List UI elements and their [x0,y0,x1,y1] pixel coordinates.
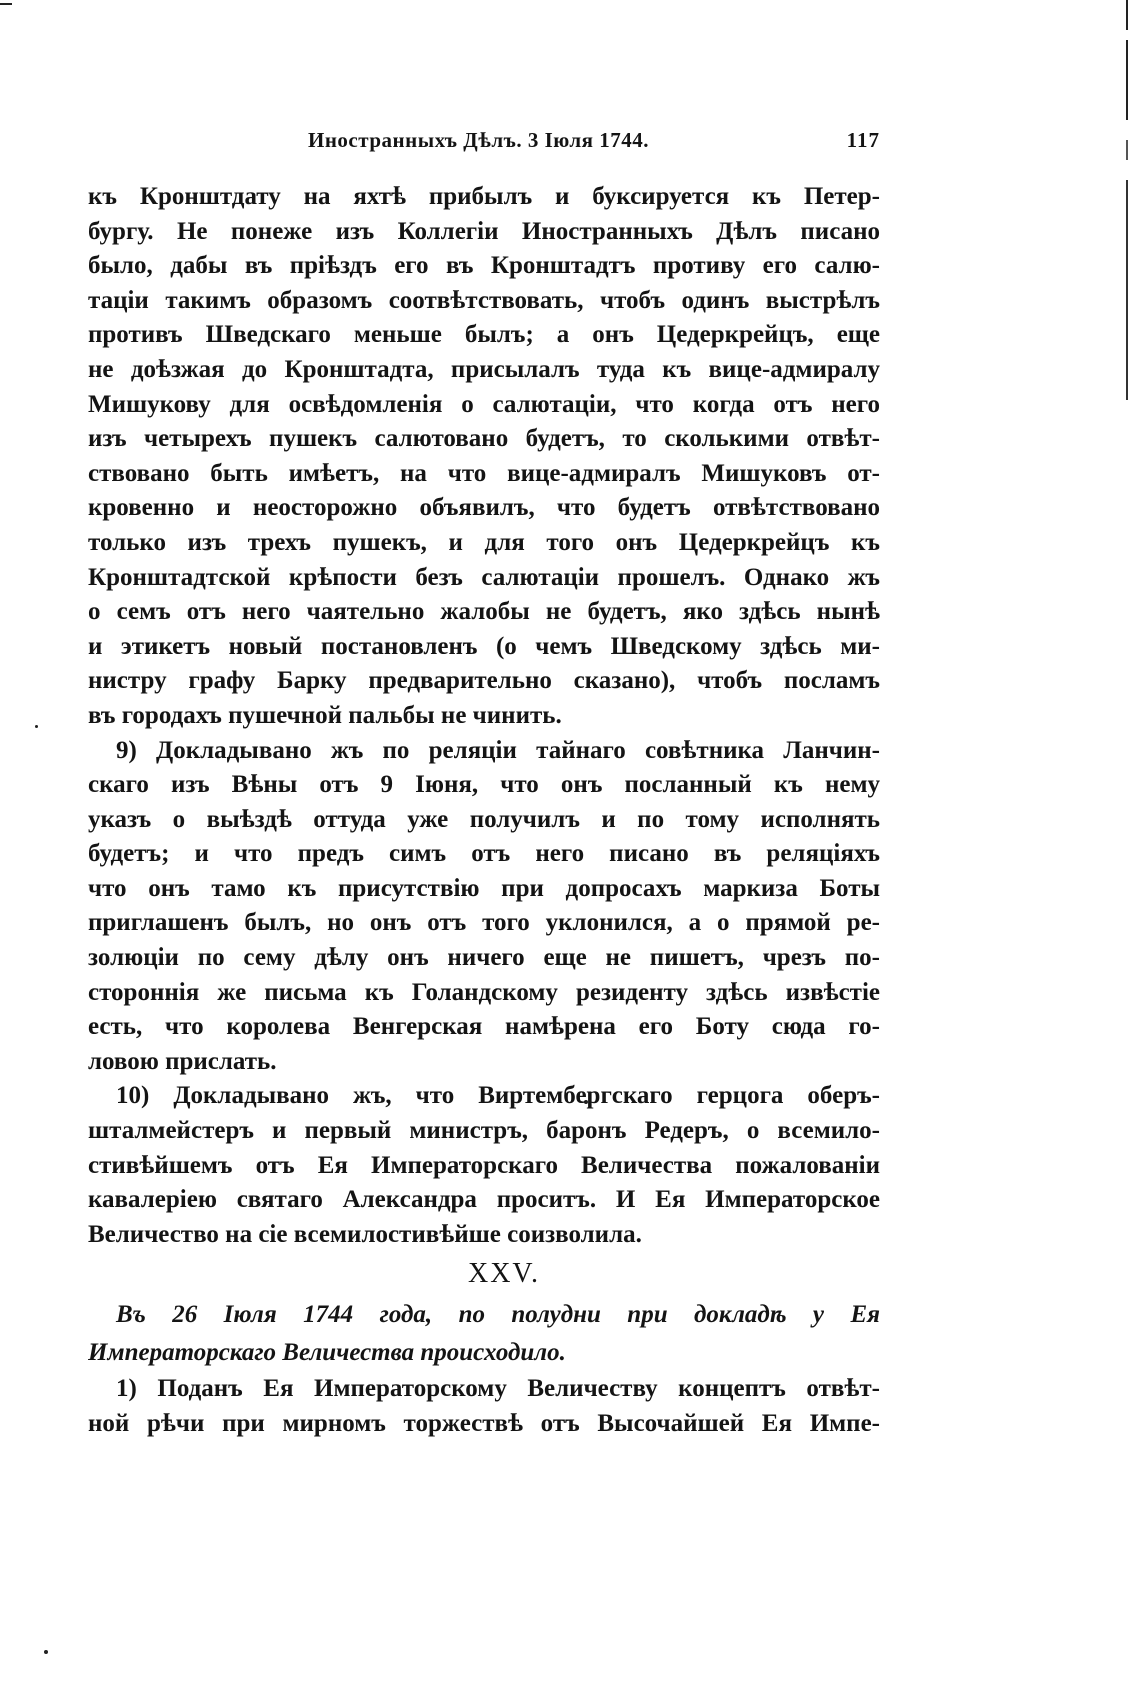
text-line: ной рѣчи при мирномъ торжествѣ отъ Высочайшей Ея Импе- [88,1410,880,1437]
text-line: и этикетъ новый постановленъ (о чемъ Шведскому здѣсь ми- [88,632,880,660]
text-line: таціи такимъ образомъ соотвѣтствовать, чтобъ одинъ выстрѣлъ [88,286,880,314]
text-line: стивѣйшемъ отъ Ея Императорскаго Величества пожалованіи [88,1151,880,1179]
text-line: не доѣзжая до Кронштадта, присылалъ туда къ вице-адмиралу [88,355,880,383]
text-line: указъ о выѣздѣ оттуда уже получилъ и по тому исполнять [88,805,880,833]
text-line: скаго изъ Вѣны отъ 9 Іюня, что онъ посланный къ нему [88,771,880,799]
text-line: бургу. Не понеже изъ Коллегіи Иностранныхъ Дѣлъ писано [88,217,880,245]
text-line: кавалеріею святаго Александра проситъ. И Ея Императорское [88,1186,880,1214]
text-line: ловою прислать. [88,1047,277,1075]
text-line: о семъ отъ него чаятельно жалобы не будетъ, яко здѣсь нынѣ [88,598,880,626]
italic-heading-line: Въ 26 Іюля 1744 года, по полудни при докладѣ у Ея [116,1301,880,1329]
text-line: нистру графу Барку предварительно сказано), чтобъ посламъ [88,667,880,695]
text-line: стороннія же письма къ Голандскому резиденту здѣсь извѣстіе [88,978,880,1006]
text-line: есть, что королева Венгерская намѣрена его Боту сюда го- [88,1013,880,1041]
scan-edge-mark [0,3,12,5]
text-line: было, дабы въ пріѣздъ его въ Кронштадтъ противу его салю- [88,252,880,280]
paragraph-10-line: 10) Докладывано жъ, что Виртембергскаго герцога оберъ- [116,1082,880,1110]
scan-speck [44,1650,48,1654]
text-line: Величество на сіе всемилостивѣйше соизволила. [88,1220,642,1248]
text-line: Мишукову для освѣдомленія о салютаціи, что когда отъ него [88,390,880,418]
text-line: будетъ; и что предъ симъ отъ него писано въ реляціяхъ [88,840,880,868]
text-line: шталмейстеръ и первый министръ, баронъ Редеръ, о всемило- [88,1117,880,1145]
text-line: кровенно и неосторожно объявилъ, что будетъ отвѣтствовано [88,494,880,522]
text-line: въ городахъ пушечной пальбы не чинить. [88,701,562,729]
scan-edge-line [1126,0,1128,400]
text-line: только изъ трехъ пушекъ, и для того онъ Цедеркрейцъ къ [88,528,880,556]
body-text [88,180,880,1442]
text-line: изъ четырехъ пушекъ салютовано будетъ, то сколькими отвѣт- [88,425,880,453]
text-line: Кронштадтской крѣпости безъ салютаціи прошелъ. Однако жъ [88,563,880,591]
text-line: къ Кронштдату на яхтѣ прибылъ и буксируется къ Петер- [88,183,880,210]
scan-speck [35,725,38,728]
text-line: противъ Шведскаго меньше былъ; а онъ Цедеркрейцъ, еще [88,321,880,349]
section-heading: XXV. [467,1258,541,1290]
paragraph-9-line: 9) Докладывано жъ по реляціи тайнаго совѣтника Ланчин- [116,736,880,764]
page-number: 117 [846,128,880,152]
running-header [88,128,880,162]
paragraph-1-line: 1) Поданъ Ея Императорскому Величеству концептъ отвѣт- [116,1375,880,1403]
text-line: что онъ тамо къ присутствію при допросахъ маркиза Боты [88,874,880,902]
running-header-title: Иностранныхъ Дѣлъ. 3 Іюля 1744. [308,128,649,152]
text-line: приглашенъ былъ, но онъ отъ того уклонился, а о прямой ре- [88,909,880,937]
italic-heading-line: Императорскаго Величества происходило. [88,1339,566,1367]
text-line: золюціи по сему дѣлу онъ ничего еще не пишетъ, чрезъ по- [88,944,880,972]
text-line: ствовано быть имѣетъ, на что вице-адмиралъ Мишуковъ от- [88,459,880,487]
